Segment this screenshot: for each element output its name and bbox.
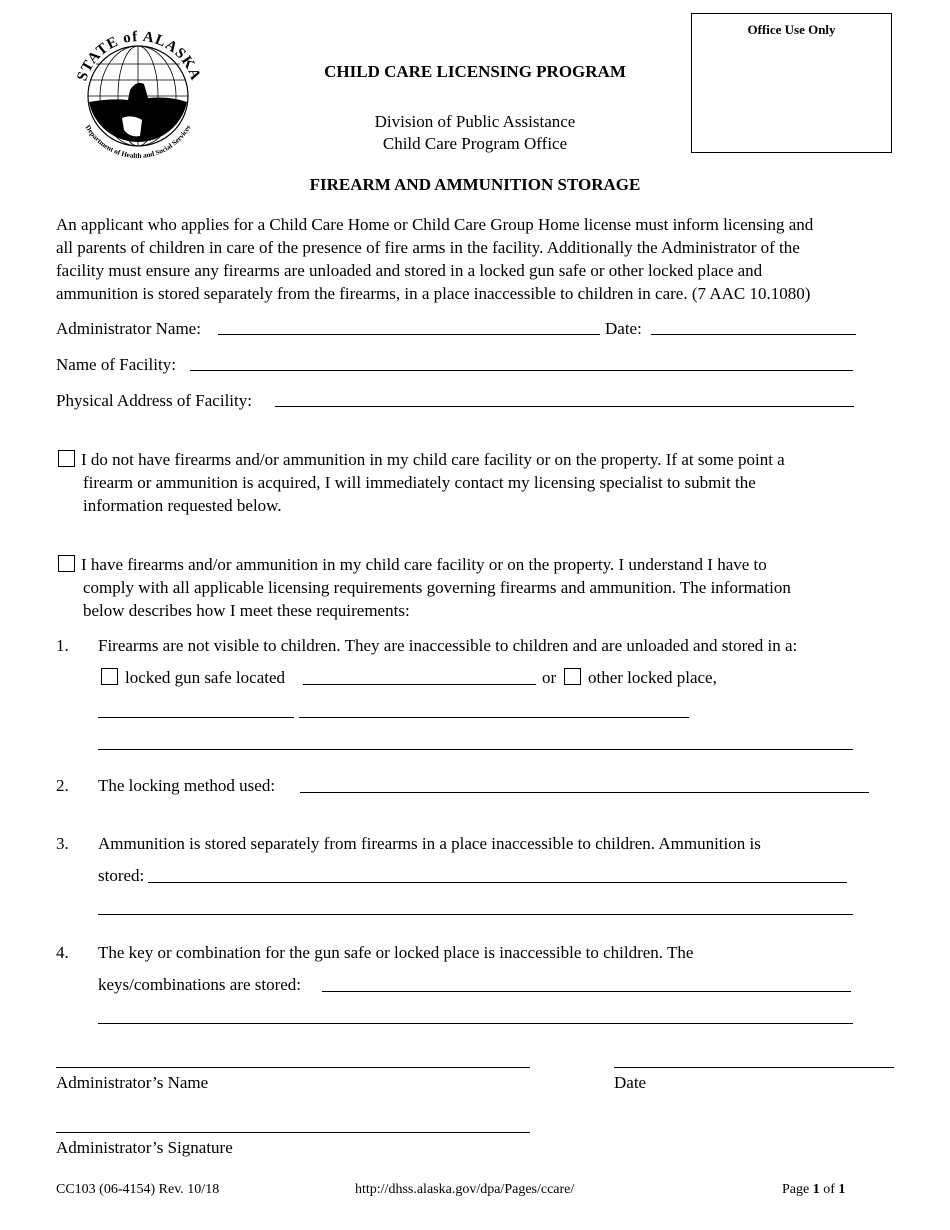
have-firearms-line-1: I have firearms and/or ammunition in my child care facility or on the property. I understand I have to bbox=[81, 555, 767, 574]
page-prefix: Page bbox=[782, 1182, 813, 1197]
page-total: 1 bbox=[838, 1182, 846, 1197]
item-1-line-c[interactable] bbox=[98, 749, 853, 750]
alaska-seal-icon bbox=[62, 18, 212, 160]
admin-name-signature-line[interactable] bbox=[56, 1067, 530, 1068]
page-current: 1 bbox=[812, 1182, 820, 1197]
admin-signature-line[interactable] bbox=[56, 1132, 530, 1133]
date-field[interactable] bbox=[651, 334, 856, 335]
form-title: FIREARM AND AMMUNITION STORAGE bbox=[309, 175, 641, 194]
item-1-text: Firearms are not visible to children. They are inaccessible to children and are unloaded and stored in a: bbox=[98, 636, 798, 655]
keys-stored-field[interactable] bbox=[322, 991, 851, 992]
address-label: Physical Address of Facility: bbox=[56, 391, 252, 410]
facility-label: Name of Facility: bbox=[56, 355, 176, 374]
date-label: Date: bbox=[605, 319, 642, 338]
seal-bottom-text: Department of Health and Social Services bbox=[83, 123, 193, 160]
item-2-number: 2. bbox=[56, 776, 69, 795]
have-firearms-line-2: comply with all applicable licensing requirements governing firearms and ammunition. The information bbox=[83, 578, 791, 597]
page-number bbox=[782, 1182, 845, 1198]
gun-safe-checkbox[interactable] bbox=[101, 668, 118, 685]
item-4-line-b[interactable] bbox=[98, 1023, 853, 1024]
gun-safe-location-field[interactable] bbox=[303, 684, 536, 685]
have-firearms-line-3: below describes how I meet these requirements: bbox=[83, 601, 410, 620]
admin-name-caption: Administrator’s Name bbox=[56, 1073, 209, 1092]
admin-name-label: Administrator Name: bbox=[56, 319, 201, 338]
footer-url[interactable]: http://dhss.alaska.gov/dpa/Pages/ccare/ bbox=[355, 1182, 575, 1197]
ammunition-stored-field[interactable] bbox=[148, 882, 847, 883]
item-4-number: 4. bbox=[56, 943, 69, 962]
division-name: Division of Public Assistance bbox=[374, 112, 576, 131]
office-use-box bbox=[691, 13, 892, 153]
item-1-number: 1. bbox=[56, 636, 69, 655]
admin-name-field[interactable] bbox=[218, 334, 600, 335]
item-4-text: The key or combination for the gun safe or locked place is inaccessible to children. The bbox=[98, 943, 694, 962]
locking-method-field[interactable] bbox=[300, 792, 869, 793]
state-seal bbox=[62, 18, 212, 160]
program-title: CHILD CARE LICENSING PROGRAM bbox=[324, 62, 626, 81]
item-4-text-b: keys/combinations are stored: bbox=[98, 975, 302, 994]
item-1-line-b[interactable] bbox=[299, 717, 689, 718]
facility-field[interactable] bbox=[190, 370, 853, 371]
or-label: or bbox=[542, 668, 557, 687]
no-firearms-line-1: I do not have firearms and/or ammunition in my child care facility or on the property. If at some point a bbox=[81, 450, 785, 469]
item-2-text: The locking method used: bbox=[98, 776, 276, 795]
office-use-label: Office Use Only bbox=[747, 22, 836, 37]
office-name: Child Care Program Office bbox=[382, 134, 568, 153]
other-place-label: other locked place, bbox=[588, 668, 717, 687]
item-3-text: Ammunition is stored separately from firearms in a place inaccessible to children. Ammunition is bbox=[98, 834, 761, 853]
date-caption: Date bbox=[614, 1073, 647, 1092]
intro-line-4: ammunition is stored separately from the firearms, in a place inaccessible to children in care. (7 AAC 10.1080) bbox=[56, 284, 811, 303]
no-firearms-line-3: information requested below. bbox=[83, 496, 282, 515]
form-id: CC103 (06-4154) Rev. 10/18 bbox=[56, 1182, 220, 1197]
seal-top-text: STATE of ALASKA bbox=[74, 28, 204, 84]
intro-line-2: all parents of children in care of the presence of fire arms in the facility. Additionally the Administrator of the bbox=[56, 238, 800, 257]
gun-safe-label: locked gun safe located bbox=[125, 668, 286, 687]
have-firearms-checkbox[interactable] bbox=[58, 555, 75, 572]
page-of: of bbox=[819, 1182, 839, 1197]
other-place-checkbox[interactable] bbox=[564, 668, 581, 685]
address-field[interactable] bbox=[275, 406, 854, 407]
item-3-line-b[interactable] bbox=[98, 914, 853, 915]
date-signature-line[interactable] bbox=[614, 1067, 894, 1068]
no-firearms-line-2: firearm or ammunition is acquired, I will immediately contact my licensing specialist to submit the bbox=[83, 473, 756, 492]
item-3-number: 3. bbox=[56, 834, 69, 853]
intro-line-1: An applicant who applies for a Child Care Home or Child Care Group Home license must inform licensing and bbox=[56, 215, 814, 234]
item-1-line-a[interactable] bbox=[98, 717, 294, 718]
item-3-text-b: stored: bbox=[98, 866, 145, 885]
intro-line-3: facility must ensure any firearms are unloaded and stored in a locked gun safe or other locked place and bbox=[56, 261, 763, 280]
admin-signature-caption: Administrator’s Signature bbox=[56, 1138, 233, 1157]
no-firearms-checkbox[interactable] bbox=[58, 450, 75, 467]
